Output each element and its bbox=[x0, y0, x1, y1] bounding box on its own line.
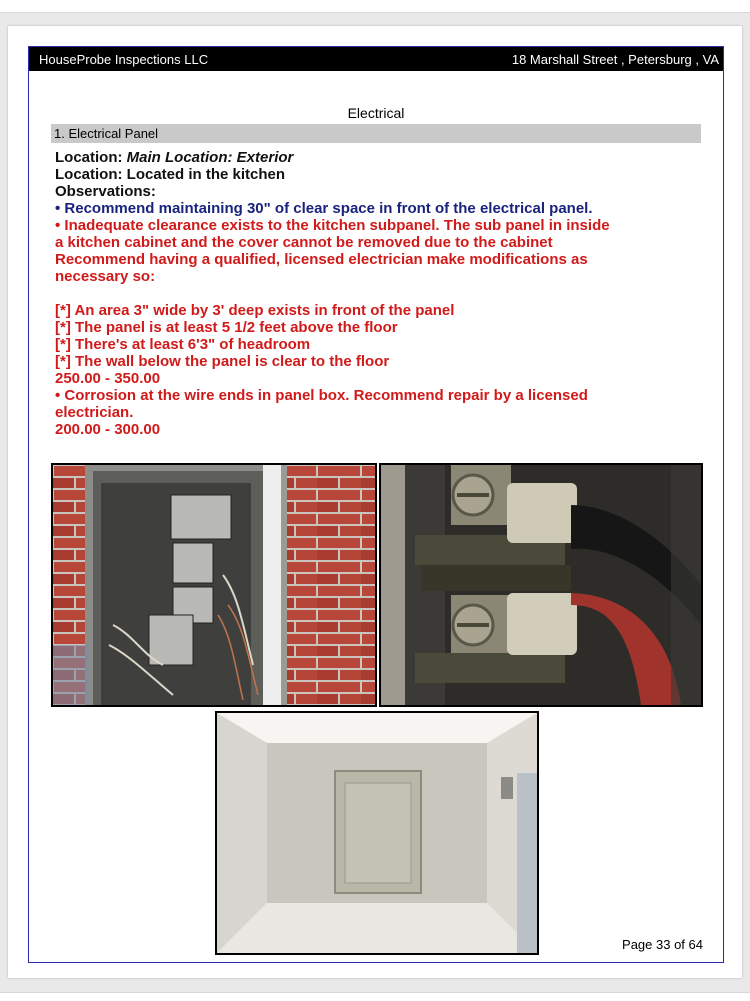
observation-line: a kitchen cabinet and the cover cannot be removed due to the cabinet bbox=[55, 234, 553, 251]
checklist-item: [*] There's at least 6'3" of headroom bbox=[55, 336, 311, 353]
observation-line: electrician. bbox=[55, 404, 134, 421]
property-address: 18 Marshall Street , Petersburg , VA bbox=[511, 52, 719, 67]
section-title: Electrical bbox=[347, 105, 405, 121]
photo-kitchen-subpanel[interactable] bbox=[215, 711, 539, 955]
observations-label: Observations: bbox=[55, 183, 156, 200]
location-line-2: Location: Located in the kitchen bbox=[55, 166, 286, 183]
checklist-item: [*] The panel is at least 5 1/2 feet above the floor bbox=[55, 319, 398, 336]
observation-line: necessary so: bbox=[55, 268, 156, 285]
observation-bullet: • Recommend maintaining 30" of clear space in front of the electrical panel. bbox=[55, 200, 593, 217]
location-line: Location: Main Location: Exterior bbox=[55, 149, 294, 166]
subsection-heading: 1. Electrical Panel bbox=[51, 124, 701, 143]
cost-estimate: 200.00 - 300.00 bbox=[55, 421, 161, 438]
viewer-top-strip bbox=[0, 0, 750, 13]
exterior-panel-image bbox=[53, 465, 375, 705]
observation-text bbox=[55, 149, 695, 438]
photo-corroded-lugs[interactable] bbox=[379, 463, 703, 707]
observation-bullet: • Inadequate clearance exists to the kitchen subpanel. The sub panel in inside bbox=[55, 217, 610, 234]
corroded-lugs-image bbox=[381, 465, 701, 705]
page-header bbox=[29, 47, 723, 71]
page-number: Page 33 of 64 bbox=[622, 937, 703, 952]
checklist-item: [*] An area 3" wide by 3' deep exists in front of the panel bbox=[55, 302, 455, 319]
checklist-item: [*] The wall below the panel is clear to the floor bbox=[55, 353, 390, 370]
page-frame bbox=[28, 46, 724, 963]
spacer bbox=[55, 285, 695, 302]
location-value: Main Location: Exterior bbox=[126, 149, 294, 166]
cost-estimate: 250.00 - 350.00 bbox=[55, 370, 161, 387]
report-page bbox=[8, 26, 742, 978]
observation-bullet: • Corrosion at the wire ends in panel box. Recommend repair by a licensed bbox=[55, 387, 588, 404]
company-name: HouseProbe Inspections LLC bbox=[39, 52, 209, 67]
kitchen-subpanel-image bbox=[217, 713, 537, 953]
photo-exterior-panel[interactable] bbox=[51, 463, 377, 707]
observation-line: Recommend having a qualified, licensed electrician make modifications as bbox=[55, 251, 588, 268]
